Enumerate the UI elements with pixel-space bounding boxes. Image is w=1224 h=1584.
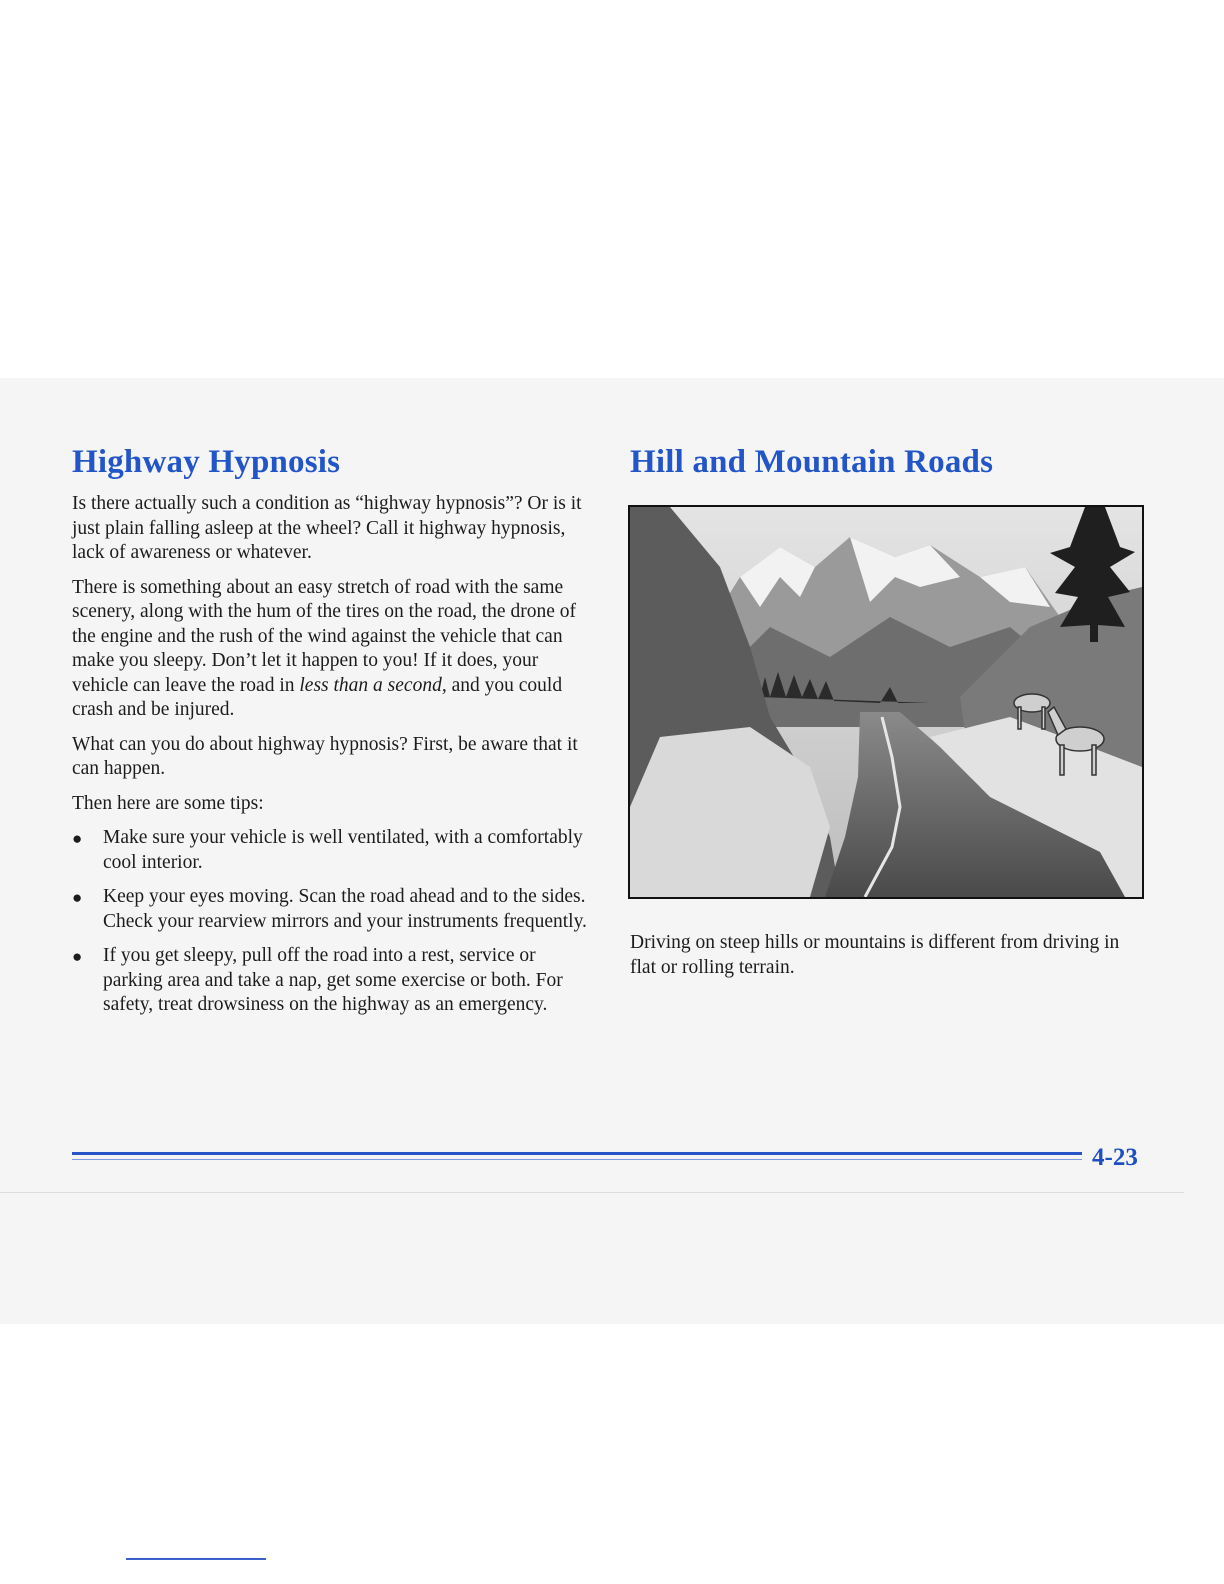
page-number: 4-23: [1092, 1144, 1138, 1171]
section-title-highway-hypnosis: Highway Hypnosis: [72, 444, 341, 480]
figure-caption: Driving on steep hills or mountains is different from driving in flat or rolling terrain.: [630, 932, 1120, 978]
tip-text: Keep your eyes moving. Scan the road ahead and to the sides. Check your rearview mirrors and your instruments frequently.: [103, 886, 587, 932]
paragraph-2: [72, 576, 588, 723]
paragraph-3: What can you do about highway hypnosis? First, be aware that it can happen.: [72, 733, 578, 779]
list-item: [72, 944, 588, 1018]
paragraph-4: Then here are some tips:: [72, 792, 264, 814]
list-item: [72, 885, 588, 934]
paragraph-2-emphasis: less than a second,: [299, 674, 447, 696]
tip-text: Make sure your vehicle is well ventilated, with a comfortably cool interior.: [103, 827, 583, 873]
bullet-icon: ●: [72, 829, 83, 848]
footer-rule: [72, 1152, 1082, 1162]
mountain-road-illustration: [628, 505, 1144, 899]
tip-text: If you get sleepy, pull off the road into a rest, service or parking area and take a nap, get some exercise or both. For safety, treat drowsiness on the highway as an emergency.: [103, 945, 563, 1015]
bullet-icon: ●: [72, 947, 83, 966]
tips-list: [72, 826, 588, 1018]
bottom-blue-rule: [126, 1558, 266, 1560]
band-divider: [0, 1192, 1184, 1193]
bullet-icon: ●: [72, 888, 83, 907]
paragraph-2-start: There is something about an easy stretch of road with the same scenery, along with the hum of the tires on the road, the drone of the engine and the rush of the wind against the vehicle that can make you sleepy. Don’t let it happen to you! If it does, your vehicle can leave the road in: [72, 576, 576, 696]
paragraph-2-end: and you could crash and be injured.: [72, 674, 563, 720]
list-item: [72, 826, 588, 875]
footer-rule-thick: [72, 1152, 1082, 1155]
section-title-hill-mountain-roads: Hill and Mountain Roads: [630, 444, 994, 480]
footer-rule-thin: [72, 1159, 1082, 1160]
paragraph-1: Is there actually such a condition as “highway hypnosis”? Or is it just plain falling asleep at the wheel? Call it highway hypnosis, lack of awareness or whatever.: [72, 493, 582, 563]
highway-hypnosis-body: [72, 492, 588, 1028]
